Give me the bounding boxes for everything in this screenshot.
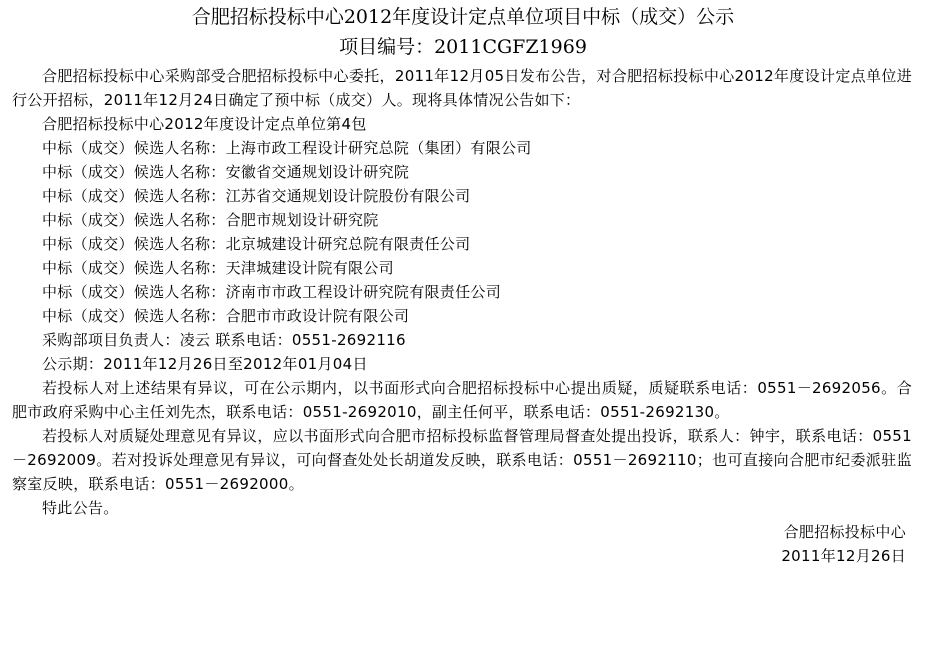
candidate-line: 中标（成交）候选人名称：江苏省交通规划设计院股份有限公司 [42,187,471,205]
closing-line: 特此公告。 [42,499,119,517]
project-number: 项目编号：2011CGFZ1969 [339,36,587,58]
candidate-line: 中标（成交）候选人名称：济南市市政工程设计研究院有限责任公司 [42,283,502,301]
candidate-line: 中标（成交）候选人名称：合肥市市政设计院有限公司 [42,307,410,325]
notice-title: 合肥招标投标中心2012年度设计定点单位项目中标（成交）公示 [191,6,735,28]
notice-body [12,64,912,568]
signature-date: 2011年12月26日 [781,547,906,565]
signature-organization: 合肥招标投标中心 [783,523,906,541]
intro-paragraph: 合肥招标投标中心采购部受合肥招标投标中心委托，2011年12月05日发布公告，对合肥招标投标中心2012年度设计定点单位进行公开招标，2011年12月24日确定了预中标（成交）人。现将具体情况公告如下： [12,67,912,109]
publicity-period: 公示期：2011年12月26日至2012年01月04日 [42,355,368,373]
complaint-paragraph: 若投标人对质疑处理意见有异议，应以书面形式向合肥市招标投标监督管理局督查处提出投诉，联系人：钟宇，联系电话：0551－2692009。若对投诉处理意见有异议，可向督查处处长胡道发反映，联系电话：0551－2692110；也可直接向合肥市纪委派驻监察室反映，联系电话：0551－2692000。 [12,427,912,493]
candidate-line: 中标（成交）候选人名称：天津城建设计院有限公司 [42,259,394,277]
package-line: 合肥招标投标中心2012年度设计定点单位第4包 [42,115,367,133]
candidate-line: 中标（成交）候选人名称：合肥市规划设计研究院 [42,211,379,229]
candidate-line: 中标（成交）候选人名称：北京城建设计研究总院有限责任公司 [42,235,471,253]
candidate-line: 中标（成交）候选人名称：上海市政工程设计研究总院（集团）有限公司 [42,139,532,157]
candidate-line: 中标（成交）候选人名称：安徽省交通规划设计研究院 [42,163,410,181]
objection-paragraph: 若投标人对上述结果有异议，可在公示期内，以书面形式向合肥招标投标中心提出质疑，质疑联系电话：0551－2692056。合肥市政府采购中心主任刘先杰，联系电话：0551-2692010，副主任何平，联系电话：0551-2692130。 [12,379,912,421]
contact-line: 采购部项目负责人：凌云 联系电话：0551-2692116 [42,331,406,349]
